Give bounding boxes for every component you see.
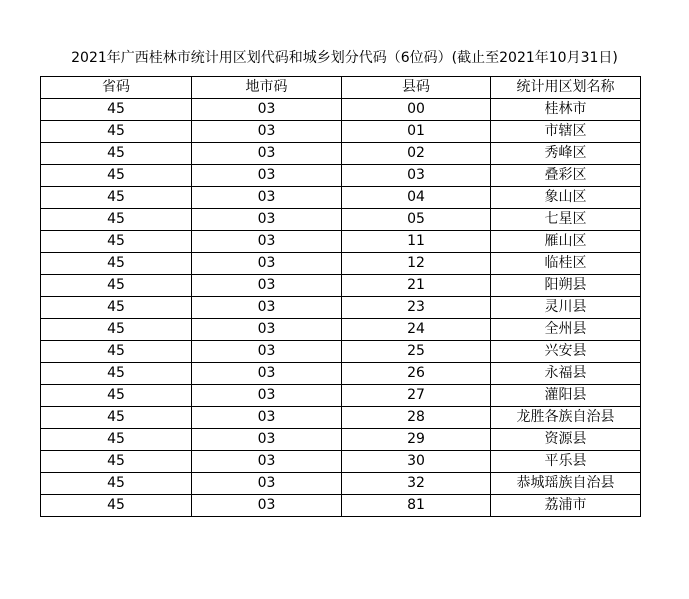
table-row [41,99,641,121]
province-code-cell: 45 [41,99,192,121]
province-code-cell: 45 [41,495,192,517]
header-division-name: 统计用区划名称 [491,77,641,99]
city-code-cell: 03 [192,231,342,253]
county-code-cell: 26 [342,363,491,385]
county-code-cell: 21 [342,275,491,297]
county-code-cell: 81 [342,495,491,517]
table-row [41,319,641,341]
division-name-cell: 秀峰区 [491,143,641,165]
province-code-cell: 45 [41,187,192,209]
province-code-cell: 45 [41,451,192,473]
province-code-cell: 45 [41,407,192,429]
division-name-cell: 全州县 [491,319,641,341]
header-province-code: 省码 [41,77,192,99]
county-code-cell: 24 [342,319,491,341]
county-code-cell: 25 [342,341,491,363]
division-code-table [40,76,641,517]
table-row [41,363,641,385]
city-code-cell: 03 [192,473,342,495]
division-name-cell: 市辖区 [491,121,641,143]
table-header [41,77,641,99]
county-code-cell: 28 [342,407,491,429]
city-code-cell: 03 [192,121,342,143]
county-code-cell: 23 [342,297,491,319]
city-code-cell: 03 [192,253,342,275]
city-code-cell: 03 [192,363,342,385]
division-name-cell: 灵川县 [491,297,641,319]
table-row [41,473,641,495]
province-code-cell: 45 [41,385,192,407]
county-code-cell: 27 [342,385,491,407]
division-name-cell: 龙胜各族自治县 [491,407,641,429]
province-code-cell: 45 [41,473,192,495]
table-row [41,385,641,407]
city-code-cell: 03 [192,341,342,363]
city-code-cell: 03 [192,297,342,319]
table-row [41,297,641,319]
table-row [41,275,641,297]
province-code-cell: 45 [41,363,192,385]
table-row [41,407,641,429]
county-code-cell: 29 [342,429,491,451]
header-city-code: 地市码 [192,77,342,99]
division-name-cell: 叠彩区 [491,165,641,187]
county-code-cell: 32 [342,473,491,495]
division-name-cell: 平乐县 [491,451,641,473]
county-code-cell: 11 [342,231,491,253]
division-name-cell: 象山区 [491,187,641,209]
division-name-cell: 阳朔县 [491,275,641,297]
division-name-cell: 兴安县 [491,341,641,363]
county-code-cell: 03 [342,165,491,187]
county-code-cell: 12 [342,253,491,275]
table-row [41,495,641,517]
city-code-cell: 03 [192,143,342,165]
city-code-cell: 03 [192,451,342,473]
province-code-cell: 45 [41,143,192,165]
city-code-cell: 03 [192,275,342,297]
city-code-cell: 03 [192,187,342,209]
province-code-cell: 45 [41,253,192,275]
division-name-cell: 恭城瑶族自治县 [491,473,641,495]
division-name-cell: 桂林市 [491,99,641,121]
city-code-cell: 03 [192,495,342,517]
header-row [41,77,641,99]
city-code-cell: 03 [192,407,342,429]
province-code-cell: 45 [41,297,192,319]
table-row [41,209,641,231]
county-code-cell: 02 [342,143,491,165]
county-code-cell: 30 [342,451,491,473]
province-code-cell: 45 [41,319,192,341]
division-name-cell: 荔浦市 [491,495,641,517]
county-code-cell: 05 [342,209,491,231]
city-code-cell: 03 [192,319,342,341]
table-row [41,451,641,473]
city-code-cell: 03 [192,429,342,451]
province-code-cell: 45 [41,209,192,231]
table-row [41,143,641,165]
county-code-cell: 04 [342,187,491,209]
document-title: 2021年广西桂林市统计用区划代码和城乡划分代码（6位码）(截止至2021年10月31日) [71,50,618,66]
city-code-cell: 03 [192,99,342,121]
header-county-code: 县码 [342,77,491,99]
province-code-cell: 45 [41,341,192,363]
city-code-cell: 03 [192,165,342,187]
city-code-cell: 03 [192,385,342,407]
province-code-cell: 45 [41,429,192,451]
table-row [41,231,641,253]
table-row [41,341,641,363]
division-name-cell: 雁山区 [491,231,641,253]
province-code-cell: 45 [41,165,192,187]
province-code-cell: 45 [41,275,192,297]
division-name-cell: 永福县 [491,363,641,385]
table-row [41,165,641,187]
table-row [41,429,641,451]
table-body [41,99,641,517]
city-code-cell: 03 [192,209,342,231]
province-code-cell: 45 [41,121,192,143]
division-name-cell: 七星区 [491,209,641,231]
table-row [41,253,641,275]
table-row [41,187,641,209]
table-row [41,121,641,143]
division-name-cell: 资源县 [491,429,641,451]
county-code-cell: 00 [342,99,491,121]
division-name-cell: 灌阳县 [491,385,641,407]
province-code-cell: 45 [41,231,192,253]
division-name-cell: 临桂区 [491,253,641,275]
county-code-cell: 01 [342,121,491,143]
